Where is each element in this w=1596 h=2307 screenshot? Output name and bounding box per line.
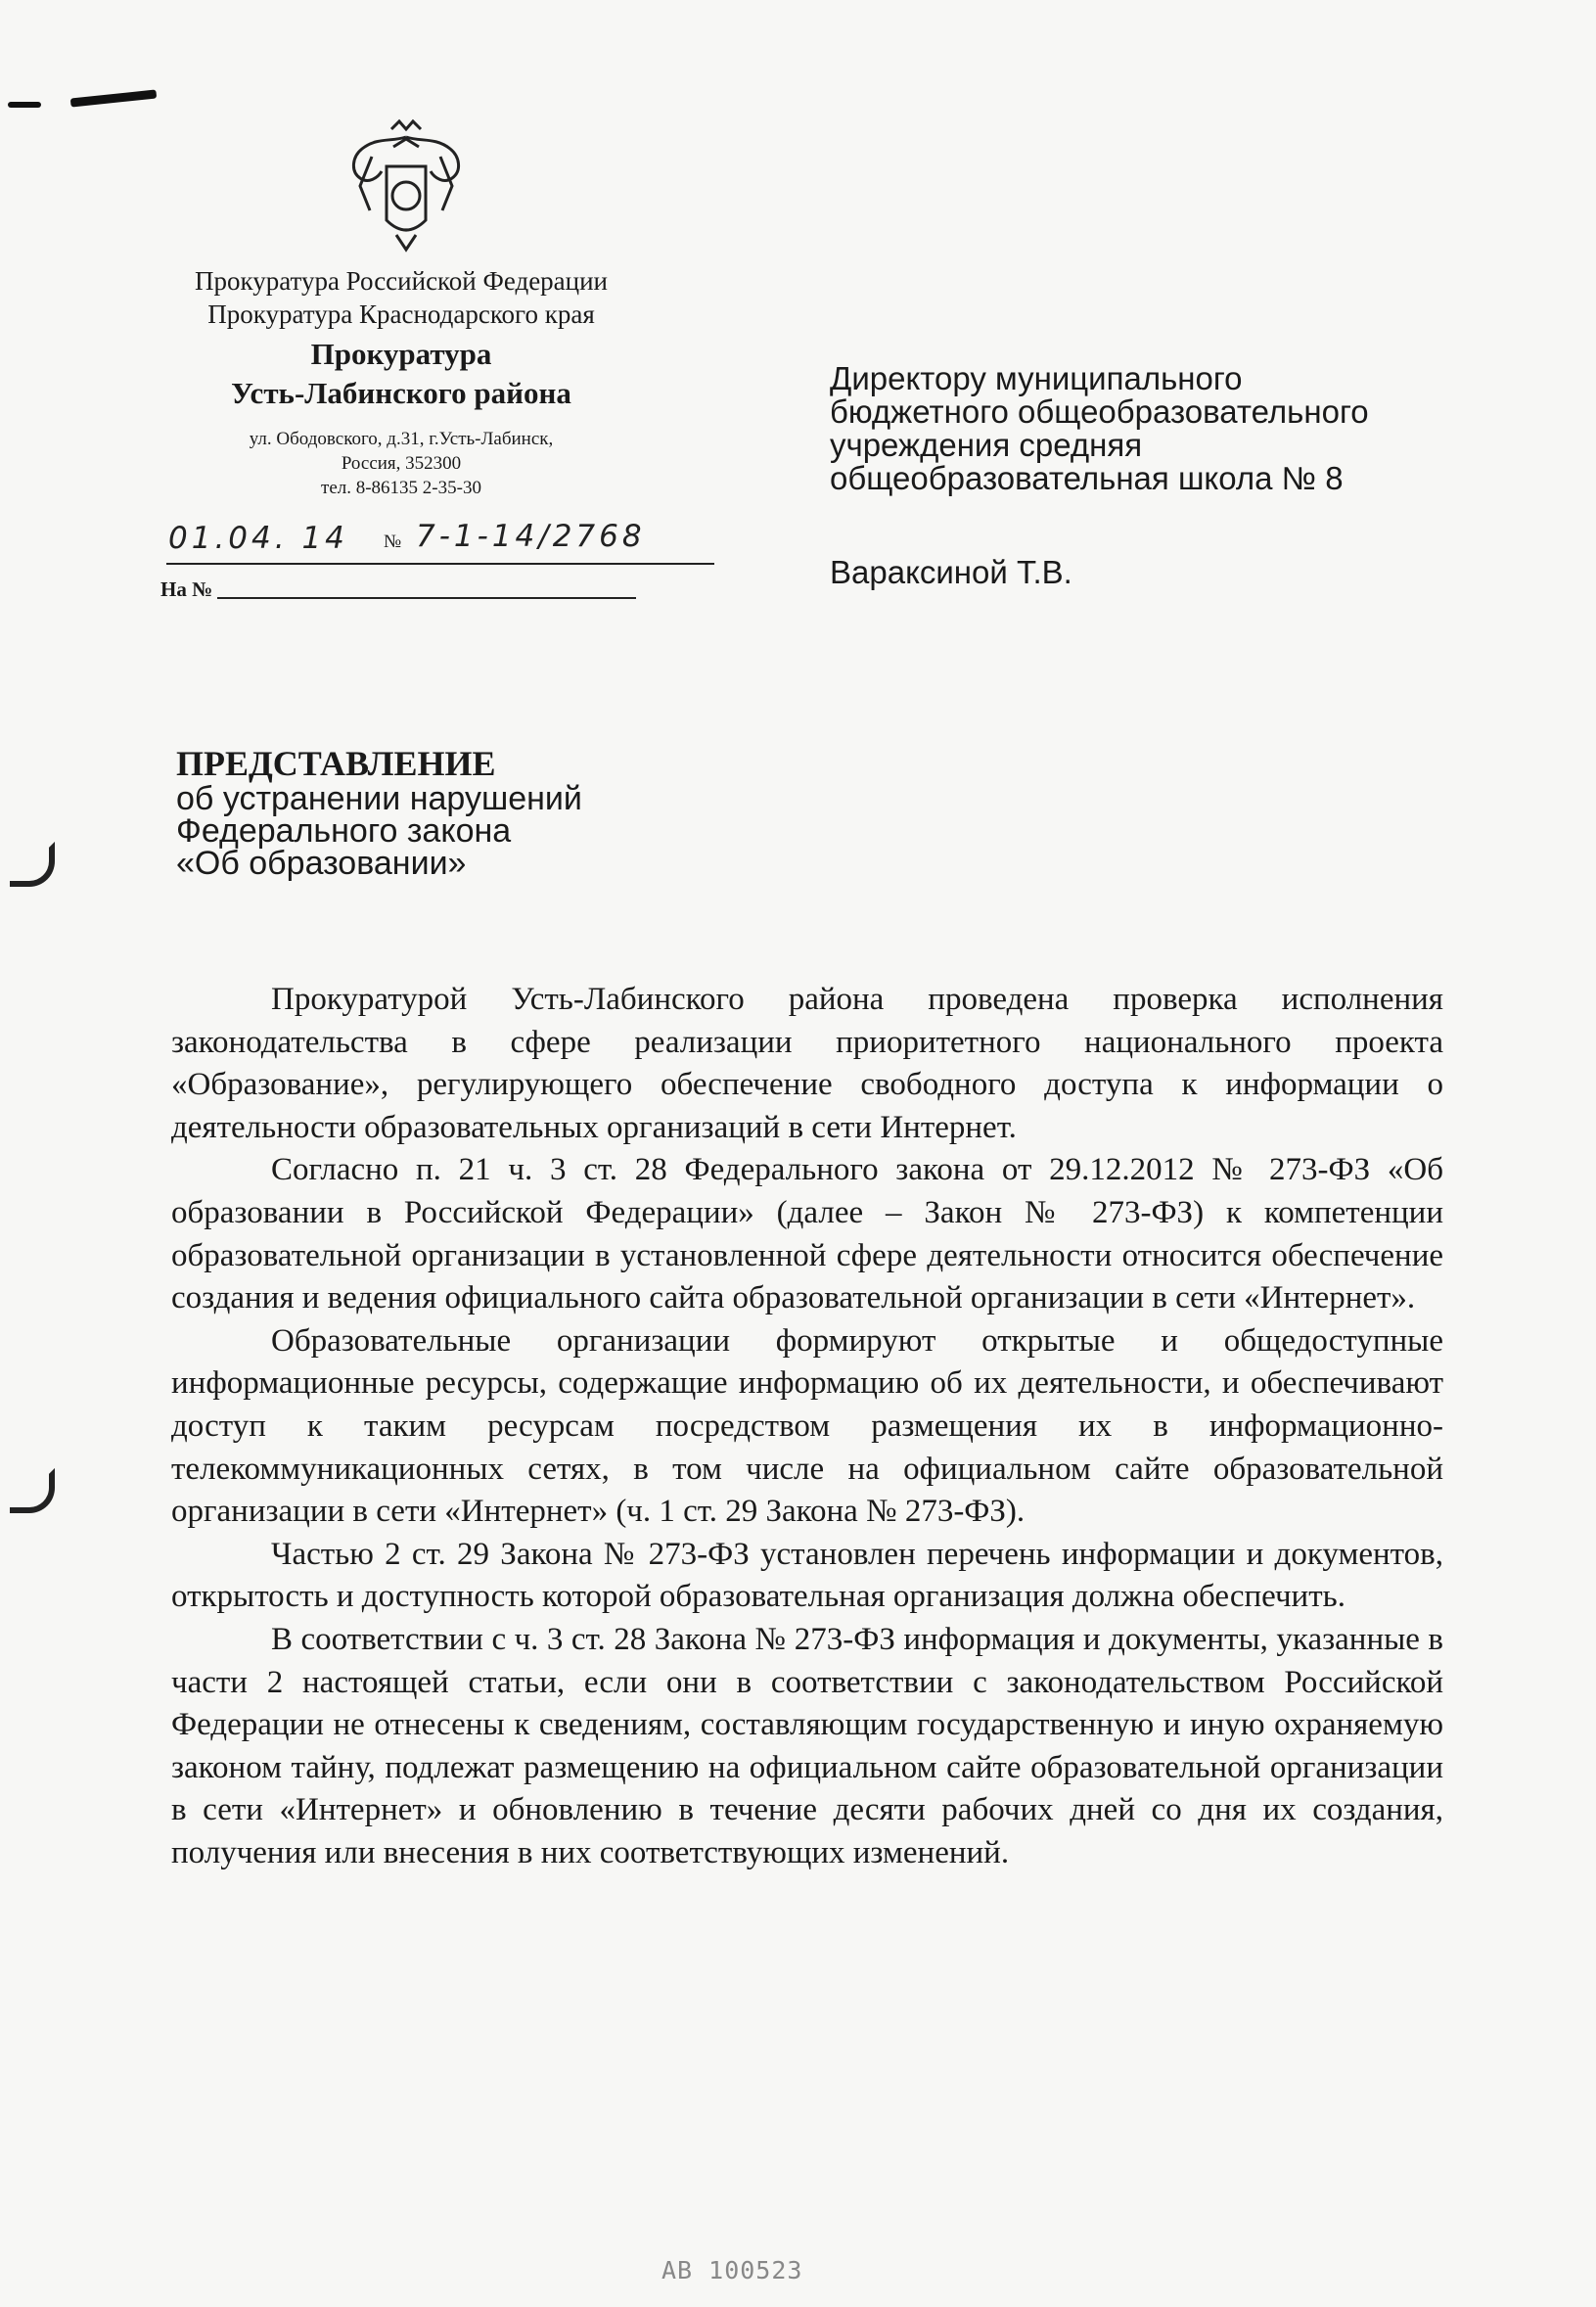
body-paragraph: Прокуратурой Усть-Лабинского района проведена проверка исполнения законодательства в сфере реализации приоритетного национального проекта «Образование», регулирующего обеспечение свободного доступа к информации о деятельности образовательных организаций в сети Интернет. (171, 982, 1443, 1145)
sender-letterhead (147, 264, 656, 500)
addressee-block (830, 362, 1476, 495)
document-subtitle: «Об образовании» (176, 845, 467, 882)
body-paragraph: Согласно п. 21 ч. 3 ст. 28 Федерального закона от 29.12.2012 № 273-ФЗ «Об образовании в Российской Федерации» (далее – Закон № 273-ФЗ) к компетенции образовательной организации в установленной сфере деятельности относится обеспечение создания и ведения официального сайта образовательной организации в сети «Интернет». (171, 1152, 1443, 1316)
document-title: ПРЕДСТАВЛЕНИЕ (176, 744, 496, 783)
body-paragraph: В соответствии с ч. 3 ст. 28 Закона № 273-ФЗ информация и документы, указанные в части 2 настоящей статьи, если они в соответствии с законодательством Российской Федерации не отнесены к сведениям, составляющим государственную и иную охраняемую законом тайну, подлежат размещению на официальном сайте образовательной организации в сети «Интернет» и обновлению в течение десяти рабочих дней со дня их создания, получения или внесения в них соответствующих изменений. (171, 1621, 1443, 1870)
punch-hole-mark (10, 842, 55, 887)
registration-number: 7-1-14/2768 (416, 519, 646, 554)
scan-mark (8, 102, 41, 108)
body-paragraph: Частью 2 ст. 29 Закона № 273-ФЗ установлен перечень информации и документов, открытость и доступность которой образовательная организация должна обеспечить. (171, 1536, 1443, 1615)
addressee-line: бюджетного общеобразовательного (830, 393, 1369, 430)
document-subtitle: Федерального закона (176, 812, 512, 850)
addressee-line: общеобразовательная школа № 8 (830, 460, 1344, 496)
reply-to-label: На № (160, 577, 213, 601)
address-phone: тел. 8-86135 2-35-30 (321, 478, 481, 498)
document-body (171, 979, 1443, 1874)
org-line-1: Прокуратура Российской Федерации (194, 266, 609, 296)
registration-date: 01.04. 14 (168, 521, 348, 556)
org-line-3: Прокуратура (310, 337, 492, 371)
address-street: ул. Ободовского, д.31, г.Усть-Лабинск, (249, 429, 554, 449)
addressee-name: Вараксиной Т.В. (830, 554, 1072, 590)
form-serial-number: АВ 100523 (661, 2256, 803, 2284)
org-line-2: Прокуратура Краснодарского края (207, 300, 595, 329)
document-subtitle: об устранении нарушений (176, 780, 582, 817)
scan-mark (70, 89, 157, 107)
org-line-4: Усть-Лабинского района (231, 376, 571, 410)
coat-of-arms-emblem (333, 117, 479, 254)
reply-to-line (217, 597, 636, 599)
document-title-block (176, 744, 724, 880)
addressee-line: учреждения средняя (830, 427, 1143, 463)
address-country: Россия, 352300 (341, 453, 462, 474)
punch-hole-mark (10, 1468, 55, 1513)
addressee-line: Директору муниципального (830, 360, 1243, 396)
body-paragraph: Образовательные организации формируют открытые и общедоступные информационные ресурсы, содержащие информацию об их деятельности, и обеспечивают доступ к таким ресурсам посредством размещения их в информационно-телекоммуникационных сетях, в том числе на официальном сайте образовательной организации в сети «Интернет» (ч. 1 ст. 29 Закона № 273-ФЗ). (171, 1322, 1443, 1530)
registration-number-label: № (384, 531, 402, 552)
